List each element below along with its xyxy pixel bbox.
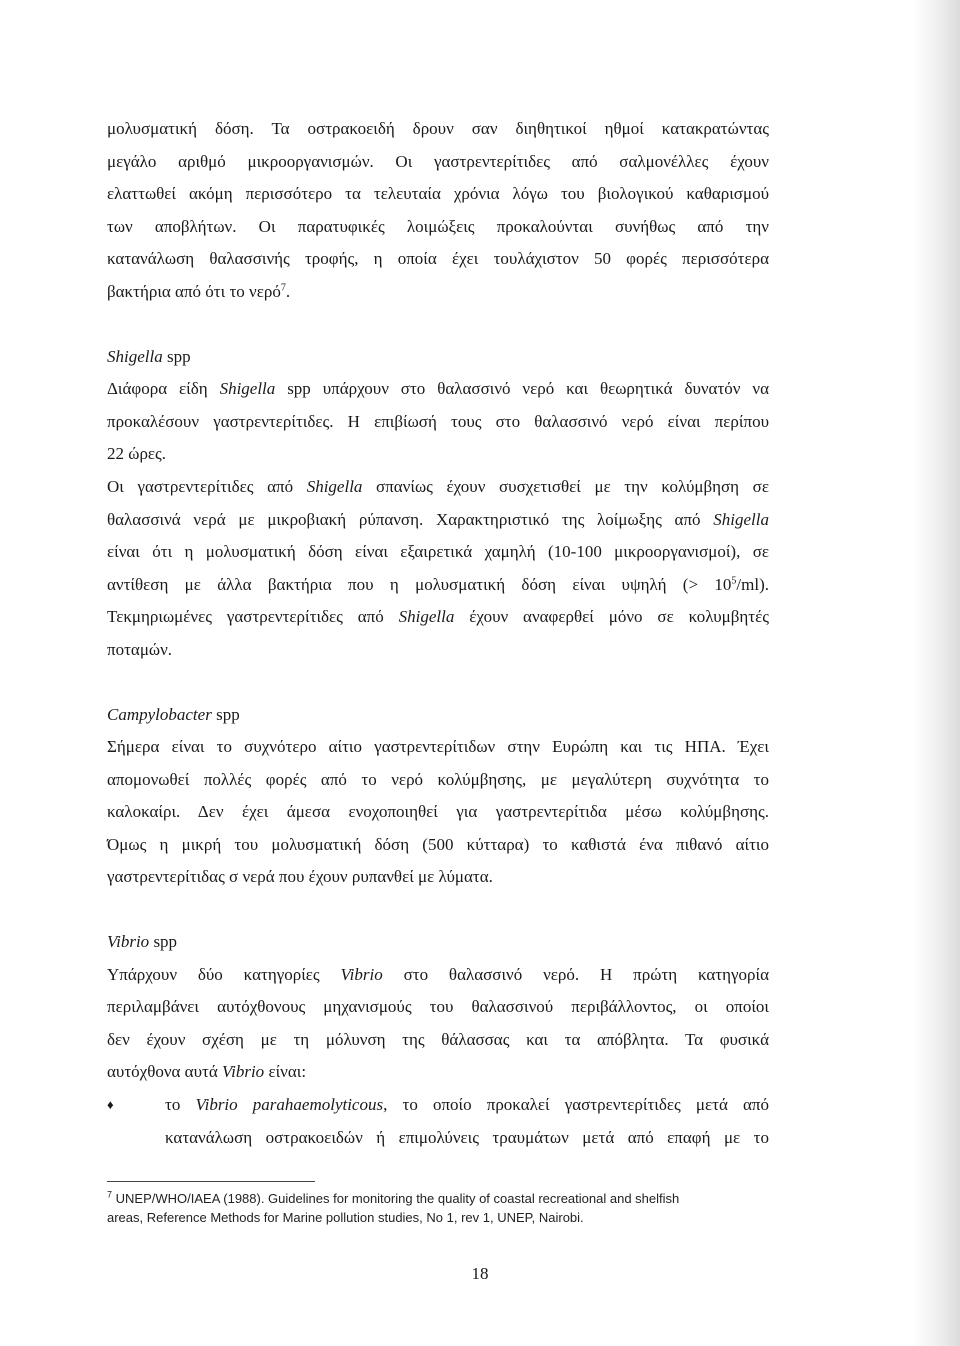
- text-line: ποταμών.: [107, 639, 173, 659]
- footnote-line: areas, Reference Methods for Marine pollution studies, No 1, rev 1, UNEP, Nairobi.: [107, 1210, 584, 1225]
- footnote-reference: 7: [280, 282, 286, 294]
- paragraph-campylobacter: [107, 731, 769, 894]
- footnote-text: UNEP/WHO/IAEA (1988). Guidelines for monitoring the quality of coastal recreational and shelfish: [112, 1191, 680, 1206]
- section-heading-shigella: [107, 341, 769, 374]
- text-line: [107, 504, 769, 537]
- heading-italic: Vibrio: [107, 932, 150, 952]
- page-body: [107, 113, 769, 1154]
- heading-rest: spp: [162, 346, 191, 366]
- text-fragment: σπανίως έχουν συσχετισθεί με την κολύμβηση σε: [362, 476, 769, 496]
- text-fragment: Οι γαστρεντερίτιδες από: [107, 476, 307, 496]
- paragraph-vibrio: [107, 959, 769, 1089]
- text-line: [107, 276, 769, 309]
- text-fragment: βακτήρια από ότι το νερό: [107, 281, 281, 301]
- species-name: Vibrio: [222, 1062, 265, 1082]
- footnote: [107, 1189, 769, 1227]
- scan-edge-shadow: [912, 0, 960, 1346]
- text-fragment: έχουν αναφερθεί μόνο σε κολυμβητές: [454, 607, 769, 627]
- text-fragment: Τεκμηριωμένες γαστρεντερίτιδες από: [107, 607, 399, 627]
- text-line: περιλαμβάνει αυτόχθονους μηχανισμούς του θαλασσινού περιβάλλοντος, οι οποίοι: [107, 997, 769, 1017]
- text-line: μολυσματική δόση. Τα οστρακοειδή δρουν σαν διηθητικοί ηθμοί κατακρατώντας: [107, 119, 769, 138]
- text-line: [107, 601, 769, 634]
- text-line: [107, 569, 769, 602]
- text-fragment: .: [285, 281, 291, 301]
- text-line: απομονωθεί πολλές φορές από το νερό κολύμβησης, με μεγαλύτερη συχνότητα το: [107, 769, 769, 789]
- text-fragment: spp υπάρχουν στο θαλασσινό νερό και θεωρητικά δυνατόν να: [275, 379, 769, 399]
- text-fragment: αυτόχθονα αυτά: [107, 1062, 222, 1082]
- footnote-number: 7: [107, 1189, 113, 1200]
- paragraph-shigella-1: [107, 373, 769, 471]
- text-line: κατανάλωση οστρακοειδών ή επιμολύνεις τραυμάτων μετά από επαφή με το: [165, 1127, 769, 1147]
- text-fragment: , το οποίο προκαλεί γαστρεντερίτιδες μετά από: [383, 1095, 769, 1115]
- text-line: [107, 959, 769, 992]
- text-line: 22 ώρες.: [107, 444, 167, 464]
- text-fragment: Διάφορα είδη: [107, 379, 220, 399]
- text-fragment: Υπάρχουν δύο κατηγορίες: [107, 964, 341, 984]
- species-name: Shigella: [398, 607, 455, 627]
- footnote-line: [107, 1189, 769, 1208]
- text-fragment: στο θαλασσινό νερό. Η πρώτη κατηγορία: [382, 964, 769, 984]
- section-heading-vibrio: [107, 926, 769, 959]
- heading-rest: spp: [211, 704, 240, 724]
- heading-rest: spp: [149, 932, 178, 952]
- text-fragment: /ml).: [736, 574, 769, 594]
- bullet-item-vibrio-parahaemolyticus: [107, 1089, 769, 1154]
- text-fragment: αντίθεση με άλλα βακτήρια που η μολυσματική δόση είναι υψηλή (> 10: [107, 574, 732, 594]
- text-line: γαστρεντερίτιδας σ νερά που έχουν ρυπανθεί με λύματα.: [107, 867, 493, 887]
- text-line: [165, 1089, 769, 1122]
- heading-italic: Shigella: [107, 346, 163, 366]
- paragraph-salmonella: [107, 113, 769, 309]
- superscript: 5: [731, 575, 737, 587]
- heading-italic: Campylobacter: [107, 704, 212, 724]
- section-heading-campylobacter: [107, 699, 769, 732]
- text-fragment: είναι:: [264, 1062, 307, 1082]
- text-line: καλοκαίρι. Δεν έχει άμεσα ενοχοποιηθεί για γαστρεντερίτιδα μέσω κολύμβησης.: [107, 802, 769, 822]
- text-line: ελαττωθεί ακόμη περισσότερο τα τελευταία χρόνια λόγω του βιολογικού καθαρισμού: [107, 184, 769, 204]
- text-fragment: θαλασσινά νερά με μικροβιακή ρύπανση. Χαρακτηριστικό της λοίμωξης από: [107, 509, 714, 529]
- text-line: μεγάλο αριθμό μικροοργανισμών. Οι γαστρεντερίτιδες από σαλμονέλλες έχουν: [107, 151, 769, 171]
- text-fragment: το: [165, 1095, 196, 1115]
- bullet-diamond-icon: ♦: [107, 1097, 114, 1113]
- text-line: [107, 471, 769, 504]
- paragraph-shigella-2: [107, 471, 769, 667]
- page-number: 18: [471, 1264, 489, 1283]
- text-line: κατανάλωση θαλασσινής τροφής, η οποία έχει τουλάχιστον 50 φορές περισσότερα: [107, 249, 769, 269]
- species-name: Shigella: [306, 476, 363, 496]
- text-line: προκαλέσουν γαστρεντερίτιδες. Η επιβίωσή τους στο θαλασσινό νερό είναι περίπου: [107, 411, 769, 431]
- species-name: Vibrio: [340, 964, 383, 984]
- text-line: είναι ότι η μολυσματική δόση είναι εξαιρετικά χαμηλή (10-100 μικροοργανισμοί), σε: [107, 542, 769, 562]
- species-name: Vibrio parahaemolyticous: [195, 1095, 384, 1115]
- text-line: των αποβλήτων. Οι παρατυφικές λοιμώξεις προκαλούνται συνήθως από την: [107, 216, 769, 236]
- species-name: Shigella: [219, 379, 276, 399]
- text-line: [107, 373, 769, 406]
- text-line: Όμως η μικρή του μολυσματική δόση (500 κύτταρα) το καθιστά ένα πιθανό αίτιο: [107, 834, 769, 854]
- text-line: Σήμερα είναι το συχνότερο αίτιο γαστρεντερίτιδων στην Ευρώπη και τις ΗΠΑ. Έχει: [107, 737, 769, 757]
- species-name: Shigella: [713, 509, 769, 529]
- footnote-divider: [107, 1181, 315, 1182]
- text-line: [107, 1056, 769, 1089]
- text-line: δεν έχουν σχέση με τη μόλυνση της θάλασσας και τα απόβλητα. Τα φυσικά: [107, 1029, 769, 1049]
